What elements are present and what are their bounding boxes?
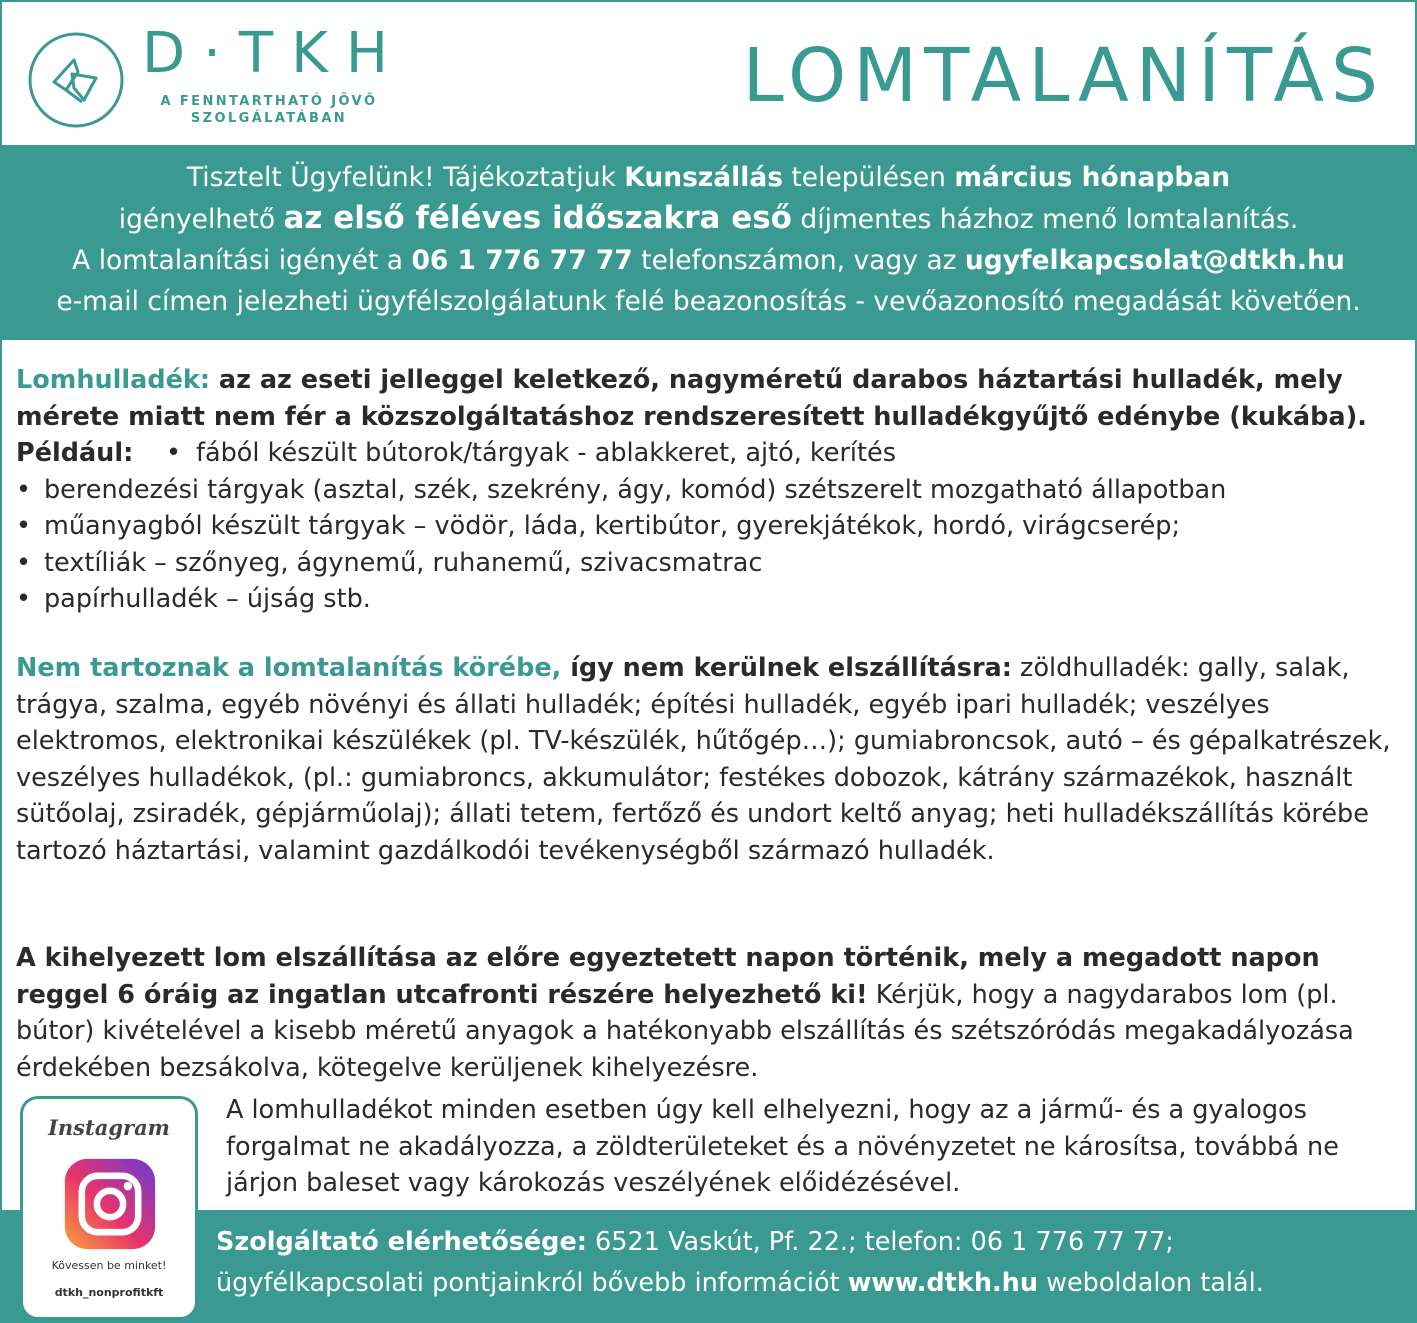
exclusions-lead: Nem tartoznak a lomtalanítás körébe, <box>16 653 562 683</box>
instagram-title: Instagram <box>48 1115 170 1140</box>
contact-text: Szolgáltató elérhetősége: 6521 Vaskút, Pf. 22.; telefon: 06 1 776 77 77; ügyfélkapcsolati pontjainkról bővebb információt www.dtkh.hu weboldalon talál. <box>216 1227 1264 1298</box>
website-link[interactable]: www.dtkh.hu <box>847 1268 1038 1298</box>
email-link[interactable]: ugyfelkapcsolat@dtkh.hu <box>964 245 1345 276</box>
definition-section: Lomhulladék: az az eseti jelleggel keletkező, nagyméretű darabos háztartási hulladék, mely mérete miatt nem fér a közszolgáltatáshoz rendszeresített hulladékgyűjtő edénybe (kukába). Például: • fából készült bútorok/tárgyak - ablakkeret, ajtó, kerítés • berendezési tárgyak (asztal, szék, szekrény, ágy, komód) szétszerelt mozgatható állapotban • műanyagból készült tárgyak – vödör, láda, kertibútor, gyerekjátékok, hordó, virágcserép; • textíliák – szőnyeg, ágynemű, ruhanemű, szivacsmatrac • papírhulladék – újság stb. <box>16 362 1408 618</box>
logo-wordmark: D·TKH <box>142 21 406 86</box>
intro-text: Tisztelt Ügyfelünk! Tájékoztatjuk Kunszállás településen március hónapban igényelhető az első féléves időszakra eső díjmentes házhoz menő lomtalanítás. A lomtalanítási igényét a 06 1 776 77 77 telefonszámon, vagy az ugyfelkapcsolat@dtkh.hu e-mail címen jelezheti ügyfélszolgálatunk felé beazonosítás - vevőazonosító megadását követően. <box>56 162 1361 317</box>
definition-term: Lomhulladék: <box>16 365 211 395</box>
example-item: • fából készült bútorok/tárgyak - ablakkeret, ajtó, kerítés <box>166 435 896 472</box>
example-item: • textíliák – szőnyeg, ágynemű, ruhanemű, szivacsmatrac <box>16 545 1408 582</box>
example-item: • papírhulladék – újság stb. <box>16 581 1408 618</box>
example-item: • berendezési tárgyak (asztal, szék, szekrény, ágy, komód) szétszerelt mozgatható állapotban <box>16 472 1408 509</box>
examples-list <box>16 472 1408 618</box>
instagram-icon <box>63 1157 157 1251</box>
examples-label: Például: <box>16 438 134 468</box>
instagram-follow-text: Kövessen be minket! <box>51 1259 167 1272</box>
instagram-handle[interactable]: dtkh_nonprofitkft <box>54 1286 164 1299</box>
exclusions-section: Nem tartoznak a lomtalanítás körébe, így nem kerülnek elszállításra: zöldhulladék: gally, salak, trágya, szalma, egyéb növényi és állati hulladék; építési hulladék, egyéb ipari hulladék; veszélyes elektromos, elektronikai készülékek (pl. TV-készülék, hűtőgép…); gumiabroncsok, autó – és gépalkatrészek, veszélyes hulladékok, (pl.: gumiabroncs, akkumulátor; festékes dobozok, kátrány származékok, használt sütőolaj, zsiradék, gépjárműolaj); állati tetem, fertőző és undort keltő anyag; heti hulladékszállítás körébe tartozó háztartási, valamint gazdálkodói tevékenységből származó hulladék. <box>16 653 1391 866</box>
dtkh-logo-icon <box>26 30 126 130</box>
example-item: • műanyagból készült tárgyak – vödör, láda, kertibútor, gyerekjátékok, hordó, virágcserép; <box>16 508 1408 545</box>
placement-note: A lomhulladékot minden esetben úgy kell elhelyezni, hogy az a jármű- és a gyalogos forgalmat ne akadályozza, a zöldterületeket és a növényzetet ne károsítsa, továbbá ne járjon baleset vagy károkozás veszélyének előidézésével. <box>226 1095 1339 1198</box>
placement-section: A kihelyezett lom elszállítása az előre egyeztetett napon történik, mely a megadott napon reggel 6 óráig az ingatlan utcafronti részére helyezhető ki! Kérjük, hogy a nagydarabos lom (pl. bútor) kivételével a kisebb méretű anyagok a hatékonyabb elszállítás és szétszóródás megakadályozása érdekében bezsákolva, kötegelve kerüljenek kihelyezésre. <box>16 943 1354 1083</box>
intro-band <box>2 145 1415 340</box>
logo-tagline: A FENNTARTHATÓ JÖVŐ SZOLGÁLATÁBAN <box>160 94 378 126</box>
instagram-card[interactable] <box>20 1096 198 1320</box>
page-title: LOMTALANÍTÁS <box>742 33 1385 119</box>
